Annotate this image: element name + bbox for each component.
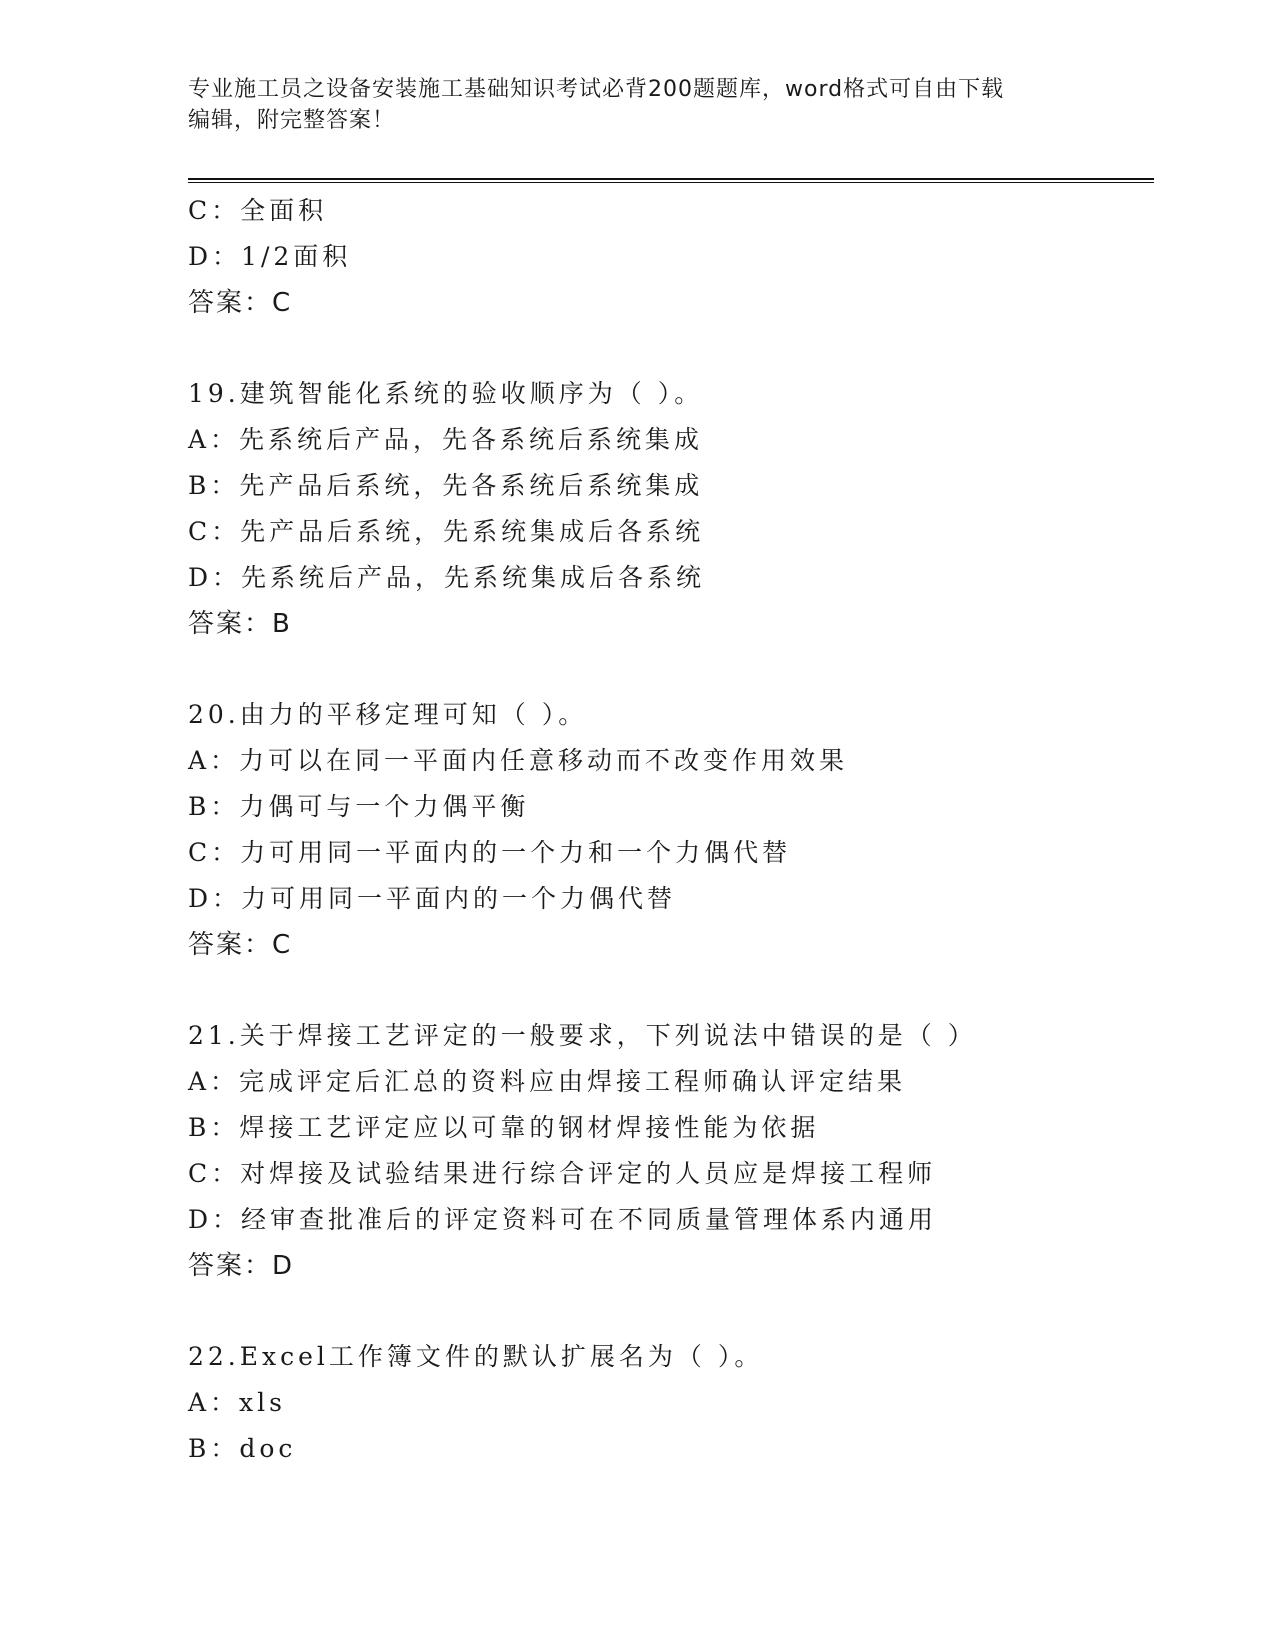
option-d: D：1/2面积 [188, 242, 352, 271]
question-20-stem: 20.由力的平移定理可知（ ）。 [188, 700, 588, 729]
question-19-option-c: C：先产品后系统，先系统集成后各系统 [188, 517, 705, 546]
question-21-option-c: C：对焊接及试验结果进行综合评定的人员应是焊接工程师 [188, 1159, 937, 1188]
option-c: C：全面积 [188, 196, 328, 225]
header-rule-thick [188, 178, 1154, 180]
question-19-stem: 19.建筑智能化系统的验收顺序为（ ）。 [188, 379, 704, 408]
question-19-option-b: B：先产品后系统，先各系统后系统集成 [188, 471, 704, 500]
question-21-option-a: A：完成评定后汇总的资料应由焊接工程师确认评定结果 [188, 1067, 907, 1096]
question-21-option-d: D：经审查批准后的评定资料可在不同质量管理体系内通用 [188, 1205, 938, 1234]
spacer [188, 968, 1168, 1013]
spacer [188, 1289, 1168, 1334]
header-title-line-2: 编辑，附完整答案！ [188, 108, 396, 133]
spacer [188, 647, 1168, 692]
question-22-option-a: A：xls [188, 1388, 286, 1417]
question-19-answer: 答案：B [188, 609, 292, 639]
question-21-stem: 21.关于焊接工艺评定的一般要求，下列说法中错误的是（ ） [188, 1021, 977, 1050]
question-20-option-d: D：力可用同一平面内的一个力偶代替 [188, 884, 677, 913]
question-20-option-a: A：力可以在同一平面内任意移动而不改变作用效果 [188, 746, 849, 775]
question-21-answer: 答案：D [188, 1251, 295, 1281]
document-header [188, 74, 1088, 136]
header-title-line-1: 专业施工员之设备安装施工基础知识考试必背200题题库，word格式可自由下载 [188, 77, 1005, 102]
answer-line: 答案：C [188, 288, 293, 318]
question-19-option-d: D：先系统后产品，先系统集成后各系统 [188, 563, 706, 592]
question-20-option-c: C：力可用同一平面内的一个力和一个力偶代替 [188, 838, 792, 867]
question-21-option-b: B：焊接工艺评定应以可靠的钢材焊接性能为依据 [188, 1113, 820, 1142]
question-22-option-b: B：doc [188, 1434, 297, 1463]
question-20-answer: 答案：C [188, 930, 293, 960]
question-20-option-b: B：力偶可与一个力偶平衡 [188, 792, 530, 821]
header-rule-thin [188, 182, 1154, 183]
question-22-stem: 22.Excel工作簿文件的默认扩展名为（ ）。 [188, 1342, 764, 1371]
question-list [188, 188, 1168, 1472]
question-19-option-a: A：先系统后产品，先各系统后系统集成 [188, 425, 704, 454]
spacer [188, 326, 1168, 371]
